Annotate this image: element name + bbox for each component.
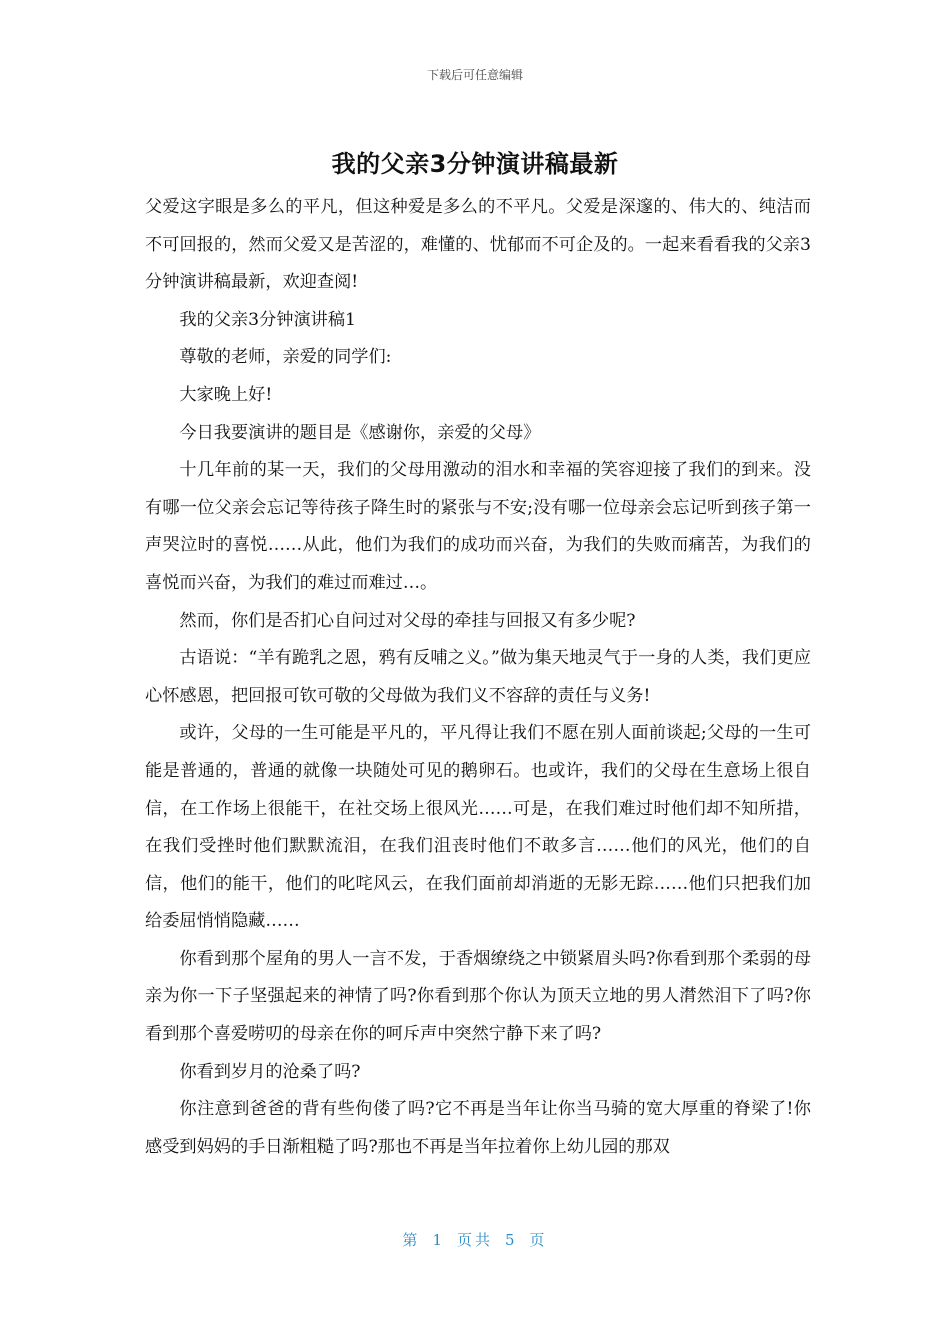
paragraph: 你看到岁月的沧桑了吗? (179, 1061, 361, 1082)
footer-prefix: 第 (402, 1231, 421, 1249)
paragraph: 然而，你们是否扪心自问过对父母的牵挂与回报又有多少呢? (179, 610, 636, 631)
paragraph: 十几年前的某一天，我们的父母用激动的泪水和幸福的笑容迎接了我们的到来。没有哪一位父亲会忘记等待孩子降生时的紧张与不安;没有哪一位母亲会忘记听到孩子第一声哭泣时的喜悦……从此，他们为我们的成功而兴奋，为我们的失败而痛苦，为我们的喜悦而兴奋，为我们的难过而难过…。 (145, 460, 811, 593)
header-note: 下载后可任意编辑 (426, 68, 523, 82)
footer-suffix: 页 (529, 1231, 548, 1249)
page-number: 1 (432, 1231, 445, 1249)
document-title: 我的父亲3分钟演讲稿最新 (331, 150, 619, 178)
paragraph-greeting: 大家晚上好! (179, 384, 273, 405)
page-total: 5 (505, 1231, 518, 1249)
paragraph: 你看到那个屋角的男人一言不发，于香烟缭绕之中锁紧眉头吗?你看到那个柔弱的母亲为你一下子坚强起来的神情了吗?你看到那个你认为顶天立地的男人潸然泪下了吗?你看到那个喜爱唠叨的母亲在你的呵斥声中突然宁静下来了吗? (145, 948, 811, 1045)
footer-middle: 页共 (456, 1231, 493, 1249)
paragraph: 你注意到爸爸的背有些佝偻了吗?它不再是当年让你当马骑的宽大厚重的脊梁了!你感受到妈妈的手日渐粗糙了吗?那也不再是当年拉着你上幼儿园的那双 (145, 1099, 811, 1157)
paragraph: 古语说：“羊有跪乳之恩，鸦有反哺之义。”做为集天地灵气于一身的人类，我们更应心怀感恩，把回报可钦可敬的父母做为我们义不容辞的责任与义务! (145, 648, 811, 706)
paragraph-topic: 今日我要演讲的题目是《感谢你，亲爱的父母》 (179, 422, 541, 443)
paragraph-salutation: 尊敬的老师，亲爱的同学们: (179, 347, 392, 368)
page-footer (0, 1229, 950, 1250)
paragraph-intro: 父爱这字眼是多么的平凡，但这种爱是多么的不平凡。父爱是深邃的、伟大的、纯洁而不可回报的，然而父爱又是苦涩的，难懂的、忧郁而不可企及的。一起来看看我的父亲3分钟演讲稿最新，欢迎查阅! (145, 197, 811, 293)
paragraph-speech-heading: 我的父亲3分钟演讲稿1 (179, 309, 356, 330)
paragraph: 或许，父母的一生可能是平凡的，平凡得让我们不愿在别人面前谈起;父母的一生可能是普通的，普通的就像一块随处可见的鹅卵石。也或许，我们的父母在生意场上很自信，在工作场上很能干，在社交场上很风光……可是，在我们难过时他们却不知所措，在我们受挫时他们默默流泪，在我们沮丧时他们不敢多言……他们的风光，他们的自信，他们的能干，他们的叱咤风云，在我们面前却消逝的无影无踪……他们只把我们加给委屈悄悄隐藏…… (145, 723, 811, 932)
document-body (145, 189, 811, 1166)
